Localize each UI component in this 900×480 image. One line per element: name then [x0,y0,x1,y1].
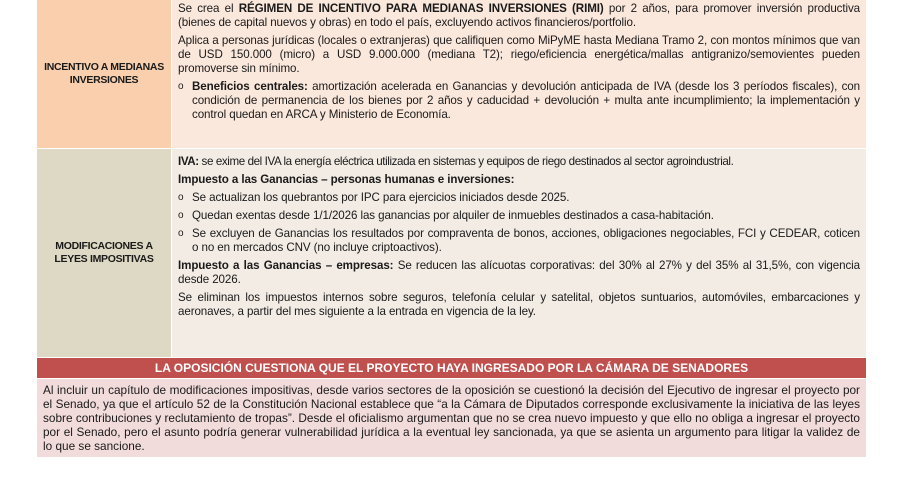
text: Se reducen las alícuotas corporativas: del 30% al 27% y del 35% al 31,5%, con vigencia desde 2026. [178,259,860,286]
row-label-text: INCENTIVO A MEDIANAS INVERSIONES [44,61,164,86]
row-content-incentivo [172,0,866,148]
bullet-text: Se actualizan los quebrantos por IPC para ejercicios iniciados desde 2025. [192,191,570,204]
empresas-paragraph [178,259,860,287]
table-row-modificaciones [37,149,866,358]
iva-paragraph [178,155,860,169]
row-label-text: MODIFICACIONES A LEYES IMPOSITIVAS [54,240,154,265]
text: por 2 años, para promover inversión productiva (bienes de capital nuevos y obras) en todo el país, excluyendo activos financieros/portfolio. [178,2,860,29]
text: se exime del IVA la energía eléctrica utilizada en sistemas y equipos de riego destinados al sector agroindustrial. [198,155,734,168]
list-item [178,209,860,223]
rimi-paragraph [178,2,860,30]
bullet-heading: Beneficios centrales: [192,80,308,93]
row-label-modificaciones [37,149,172,357]
rimi-title: RÉGIMEN DE INCENTIVO PARA MEDIANAS INVERSIONES (RIMI) [238,2,604,15]
opposition-note: Al incluir un capítulo de modificaciones impositivas, desde varios sectores de la oposición se cuestionó la decisión del Ejecutivo de ingresar el proyecto por el Senado, ya que el artículo 52 de la Constitución Nacional establece que “a la Cámara de Diputados corresponde exclusivamente la iniciativa de las leyes sobre contribuciones y reclutamiento de tropas”. Desde el oficialismo argumentan que no se crea nuevo impuesto y que ello no obliga a ingresar el proyecto por el Senado, pero el asunto podría generar vulnerabilidad jurídica a la eventual ley sancionada, ya que se asienta un argumento para litigar la validez de lo que se sancione. [37,379,866,457]
text: amortización acelerada en Ganancias y devolución anticipada de IVA (desde los 3 períodos fiscales), con condición de permanencia de los bienes por 2 años y caducidad + devolución + multa ante incumplimiento; la implementación y control quedan en ARCA y Ministerio de Economía. [192,80,861,121]
list-item [178,227,860,255]
empresas-heading: Impuesto a las Ganancias – empresas: [178,259,394,272]
row-content-modificaciones [172,149,866,357]
summary-table [37,0,866,457]
opposition-banner: LA OPOSICIÓN CUESTIONA QUE EL PROYECTO HAYA INGRESADO POR LA CÁMARA DE SENADORES [37,358,866,379]
bullet-text: Se excluyen de Ganancias los resultados por compraventa de bonos, acciones, obligaciones negociables, FCI y CEDEAR, coticen o no en mercados CNV (no incluye criptoactivos). [192,227,860,254]
row-label-incentivo [37,0,172,148]
list-item [178,80,860,122]
bullet-text: Quedan exentas desde 1/1/2026 las ganancias por alquiler de inmuebles destinados a casa-habitación. [192,209,714,222]
heading: Impuesto a las Ganancias – personas humanas e inversiones: [178,173,515,186]
bullet-icon: o [178,192,184,203]
text: Se crea el [178,2,239,15]
eligibility-paragraph: Aplica a personas jurídicas (locales o extranjeras) que califiquen como MiPyME hasta Mediana Tramo 2, con montos mínimos que van de USD 150.000 (micro) a USD 9.000.000 (mediana T2); riego/eficiencia energética/mallas antigranizo/semovientes pueden promoverse sin mínimo. [178,34,860,75]
bullet-icon: o [178,210,184,221]
iva-heading: IVA: [178,155,199,168]
bullet-text [192,80,860,122]
bullet-icon: o [178,81,184,92]
bullet-icon: o [178,228,184,239]
ganancias-personas-heading [178,173,860,187]
list-item [178,191,860,205]
table-row-incentivo [37,0,866,149]
internos-paragraph: Se eliminan los impuestos internos sobre seguros, telefonía celular y satelital, objetos suntuarios, automóviles, embarcaciones y aeronaves, a partir del mes siguiente a la entrada en vigencia de la ley. [178,291,860,318]
